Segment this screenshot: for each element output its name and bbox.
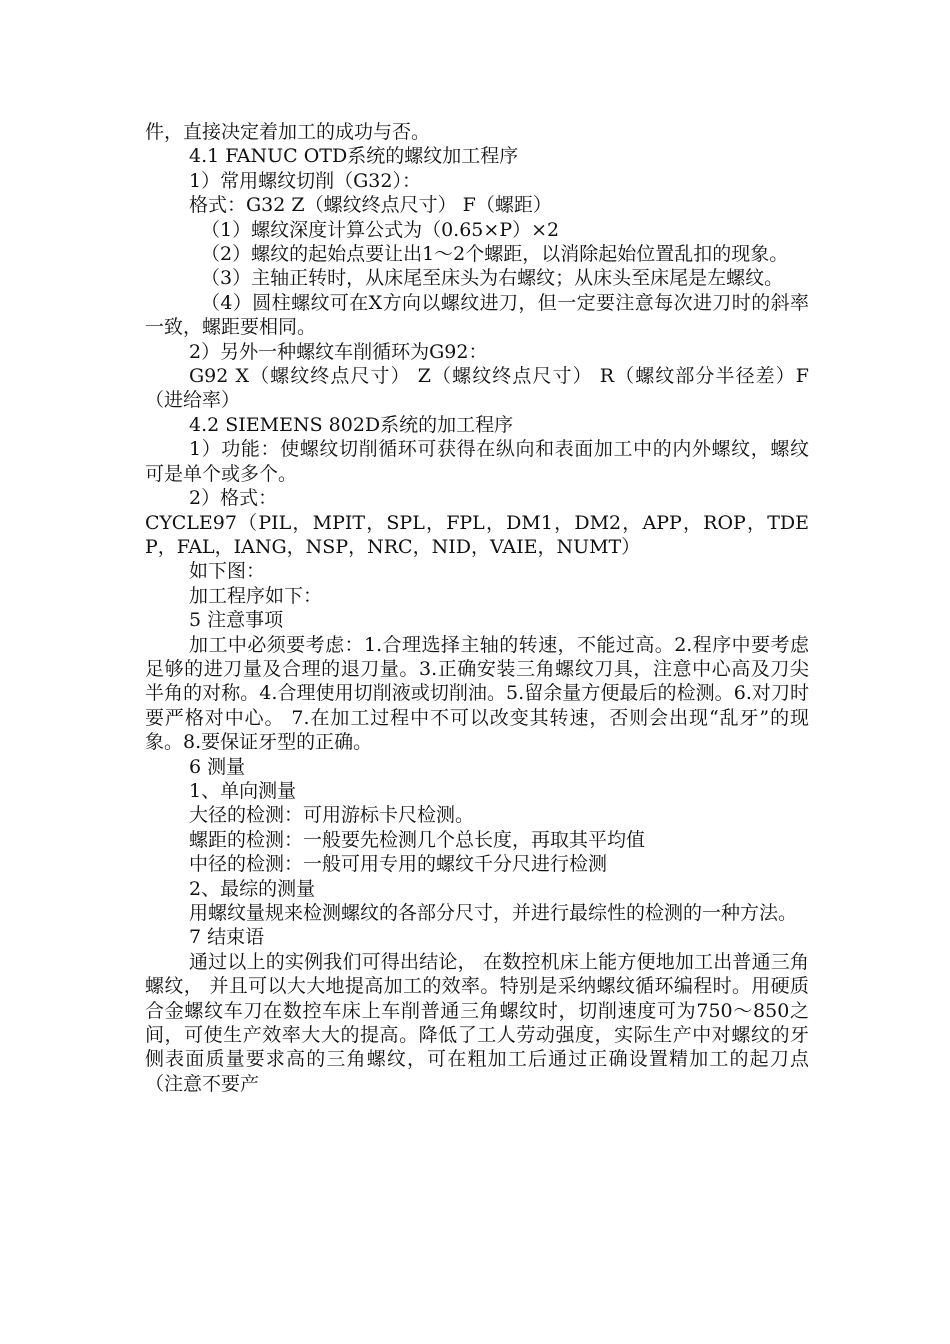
paragraph-7: （3）主轴正转时，从床尾至床头为右螺纹；从床头至床尾是左螺纹。	[201, 267, 784, 290]
paragraph-5: （1）螺纹深度计算公式为（0.65×P）×2	[201, 218, 560, 241]
paragraph-25: 用螺纹量规来检测螺纹的各部分尺寸，并进行最综性的检测的一种方法。	[189, 902, 798, 924]
paragraph-14: CYCLE97（PIL，MPIT，SPL，FPL，DM1，DM2，APP，ROP，TDEP，FAL，IANG，NSP，NRC，NID，VAIE，NUMT）	[145, 511, 809, 558]
document-page	[145, 120, 809, 1096]
paragraph-10: G92 X（螺纹终点尺寸） Z（螺纹终点尺寸） R（螺纹部分半径差）F（进给率）	[145, 365, 809, 412]
paragraph-11: 4.2 SIEMENS 802D系统的加工程序	[189, 413, 514, 436]
paragraph-24: 2、最综的测量	[189, 877, 316, 900]
paragraph-1: 件，直接决定着加工的成功与否。	[145, 121, 431, 143]
paragraph-6: （2）螺纹的起始点要让出1～2个螺距，以消除起始位置乱扣的现象。	[201, 243, 789, 266]
paragraph-21: 大径的检测：可用游标卡尺检测。	[189, 804, 475, 827]
section-heading-7: 7 结束语	[189, 926, 265, 949]
paragraph-23: 中径的检测：一般可用专用的螺纹千分尺进行检测	[189, 853, 608, 876]
paragraph-20: 1、单向测量	[189, 779, 297, 802]
paragraph-27: 通过以上的实例我们可得出结论， 在数控机床上能方便地加工出普通三角螺纹， 并且可以大大地提高加工的效率。特别是采纳螺纹循环编程时。用硬质合金螺纹车刀在数控车床上车削普通三角螺纹时，切削速度可为750～850之间，可使生产效率大大的提高。降低了工人劳动强度，实际生产中对螺纹的牙侧表面质量要求高的三角螺纹，可在粗加工后通过正确设置精加工的起刀点（注意不要产	[145, 950, 809, 1095]
paragraph-16: 加工程序如下：	[189, 584, 323, 607]
paragraph-8: （4）圆柱螺纹可在X方向以螺纹进刀，但一定要注意每次进刀时的斜率一致，螺距要相同。	[145, 291, 809, 339]
paragraph-12: 1）功能：使螺纹切削循环可获得在纵向和表面加工中的内外螺纹，螺纹可是单个或多个。	[145, 438, 809, 485]
paragraph-4: 格式：G32 Z（螺纹终点尺寸） F（螺距）	[189, 194, 552, 217]
paragraph-22: 螺距的检测：一般要先检测几个总长度，再取其平均值	[189, 828, 646, 851]
section-heading-6: 6 测量	[189, 755, 246, 778]
paragraph-13: 2）格式：	[189, 487, 278, 510]
paragraph-15: 如下图：	[189, 560, 266, 583]
section-heading-5: 5 注意事项	[189, 609, 284, 632]
paragraph-18: 加工中必须要考虑：1.合理选择主轴的转速，不能过高。2.程序中要考虑足够的进刀量及合理的退刀量。3.正确安装三角螺纹刀具，注意中心高及刀尖半角的对称。4.合理使用切削液或切削油。5.留余量方便最后的检测。6.对刀时要严格对中心。 7.在加工过程中不可以改变其转速，否则会出现“乱牙”的现象。8.要保证牙型的正确。	[145, 633, 809, 754]
paragraph-9: 2）另外一种螺纹车削循环为G92：	[189, 340, 488, 363]
paragraph-3: 1）常用螺纹切削（G32）：	[189, 169, 421, 192]
paragraph-2: 4.1 FANUC OTD系统的螺纹加工程序	[189, 145, 519, 168]
